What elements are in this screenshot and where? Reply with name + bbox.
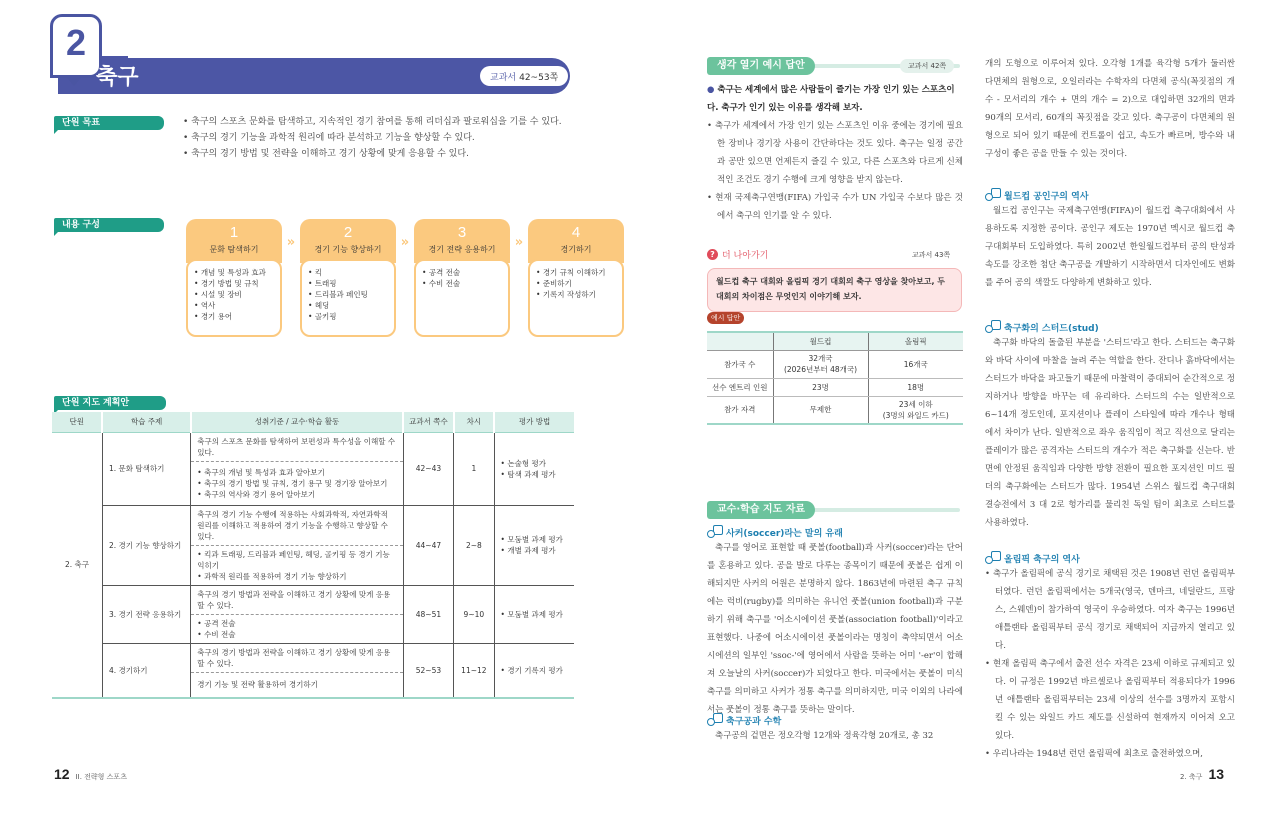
step-title: 경기 기능 향상하기 — [314, 245, 382, 254]
eval-text: 경기 기록지 평가 — [507, 665, 563, 675]
eval-item: • 개별 과제 평가 — [500, 546, 556, 555]
magnifier-doc-icon — [985, 551, 1001, 565]
step-header — [528, 219, 624, 263]
magnifier-doc-icon — [707, 713, 723, 727]
step-header — [414, 219, 510, 263]
more-ref: 교과서 43쪽 — [912, 251, 951, 259]
goal-text: 축구의 스포츠 문화를 탐색하고, 지속적인 경기 참여를 통해 리더십과 팔로워십을 기를 수 있다. — [191, 117, 562, 127]
think-answer: • 현재 국제축구연맹(FIFA) 가입국 수가 UN 가입국 수보다 많은 것에서 축구의 인기를 알 수 있다. — [707, 193, 963, 221]
eval-text: 모둠별 과제 평가 — [507, 535, 563, 544]
step-item-text: 시설 및 장비 — [200, 290, 242, 299]
page-ref-range: 42~53쪽 — [519, 72, 559, 83]
plan-activities — [191, 614, 403, 643]
step-title: 경기 전략 응용하기 — [428, 245, 496, 254]
plan-activities — [191, 672, 403, 698]
chevron-right-icon: » — [286, 235, 296, 250]
comparison-cell: 참가 자격 — [707, 396, 773, 424]
step-number: 1 — [229, 224, 239, 241]
worldcup-ball-text: 월드컵 공인구는 국제축구연맹(FIFA)이 월드컵 축구대회에서 사용하도록 지정한 공이다. 공인구 제도는 1970년 멕시코 월드컵 축구대회부터 도입하였다. 특히 2002년 한일월드컵부터 공의 탄성과 속도를 강조한 첨단 축구공을 개발하기 시작하면서 디자인에도 변화를 주어 공의 색깔도 다양하게 변화하고 있다. — [985, 206, 1235, 288]
plan-standard: 축구의 경기 방법과 전략을 이해하고 경기 상황에 맞게 응용할 수 있다. — [191, 643, 403, 672]
plan-eval — [494, 643, 574, 698]
step-number: 3 — [457, 224, 467, 241]
step-item: • 경기 규칙 이해하기 — [536, 268, 606, 277]
eval-item: • 경기 기록지 평가 — [500, 665, 563, 675]
activity-text: 킥과 트래핑, 드리블과 페인팅, 헤딩, 골키핑 등 경기 기능 익히기 — [197, 549, 390, 570]
step-items — [528, 259, 624, 337]
activity-text: 공격 전술 — [204, 618, 236, 628]
plan-activities — [191, 461, 403, 505]
soccer-origin-title: 사커(soccer)라는 말의 유래 — [726, 528, 843, 539]
structure-step — [186, 219, 282, 337]
activity-text: 경기 기능 및 전략 활용하여 경기하기 — [197, 680, 318, 690]
step-item: • 시설 및 장비 — [194, 290, 242, 299]
more-prompt-box: 월드컵 축구 대회와 올림픽 경기 대회의 축구 영상을 찾아보고, 두 대회의 차이점은 무엇인지 이야기해 보자. — [707, 268, 962, 312]
worldcup-ball-section — [985, 188, 1235, 292]
step-item: • 트래핑 — [308, 279, 337, 288]
footer-section: II. 전략형 스포츠 — [75, 773, 127, 781]
think-ref: 교과서 42쪽 — [900, 59, 954, 73]
question-icon: ? — [707, 249, 718, 260]
step-number: 4 — [571, 224, 581, 241]
goal-item: • 축구의 경기 방법 및 전략을 이해하고 경기 상황에 맞게 응용할 수 있다. — [183, 149, 469, 159]
goals-list — [183, 114, 578, 162]
activity-item: • 킥과 트래핑, 드리블과 페인팅, 헤딩, 골키핑 등 경기 기능 익히기 — [197, 549, 390, 570]
activity-item: • 과학적 원리를 적용하여 경기 기능 향상하기 — [197, 571, 347, 581]
comparison-cell: 16개국 — [868, 350, 963, 378]
step-item-text: 수비 전술 — [428, 279, 461, 288]
eval-text: 논술형 평가 — [507, 458, 546, 468]
olympic-item: • 우리나라는 1948년 런던 올림픽에 최초로 출전하였으며, — [985, 749, 1203, 759]
page-number: 13 — [1208, 766, 1225, 782]
eval-text: 개별 과제 평가 — [507, 546, 556, 555]
plan-pages: 42~43 — [403, 432, 453, 505]
magnifier-doc-icon — [985, 320, 1001, 334]
step-item-text: 경기 규칙 이해하기 — [542, 268, 606, 277]
step-item-text: 드리블과 페인팅 — [314, 290, 368, 299]
goals-label: 단원 목표 — [54, 116, 164, 130]
goal-item: • 축구의 경기 기능을 과학적 원리에 따라 분석하고 기능을 향상할 수 있다. — [183, 133, 475, 143]
goal-text: 축구의 경기 방법 및 전략을 이해하고 경기 상황에 맞게 응용할 수 있다. — [191, 149, 469, 159]
olympic-item: • 현재 올림픽 축구에서 출전 선수 자격은 23세 이하로 규제되고 있다. 이 규정은 1992년 바르셀로나 올림픽부터 적용되다가 1996년 애틀랜타 올림픽부터는 23세 이상의 선수를 3명까지 포함시킬 수 있는 와일드 카드 제도를 신설하여 현재까지 이어져 오고 있다. — [985, 659, 1235, 741]
step-item: • 헤딩 — [308, 301, 330, 310]
step-item-text: 기록지 작성하기 — [542, 290, 596, 299]
step-item-text: 준비하기 — [542, 279, 572, 288]
step-header — [300, 219, 396, 263]
plan-row — [52, 643, 574, 672]
eval-item: • 모둠별 과제 평가 — [500, 535, 563, 544]
plan-activities — [191, 545, 403, 585]
plan-topic: 3. 경기 전략 응용하기 — [102, 585, 190, 643]
chapter-number: 2 — [65, 22, 87, 63]
eval-item: • 논술형 평가 — [500, 458, 546, 468]
step-header — [186, 219, 282, 263]
think-question — [707, 81, 963, 117]
plan-header: 성취기준 / 교수·학습 활동 — [191, 412, 403, 432]
plan-header: 평가 방법 — [494, 412, 574, 432]
activity-item: • 축구의 개념 및 특성과 효과 알아보기 — [197, 467, 325, 477]
plan-sessions: 11~12 — [454, 643, 494, 698]
step-item: • 준비하기 — [536, 279, 572, 288]
plan-standard: 축구의 경기 기능 수행에 적용하는 사회과학적, 자연과학적 원리를 이해하고 적용하여 경기 기능을 수행하고 향상할 수 있다. — [191, 505, 403, 545]
comparison-cell: 선수 엔트리 인원 — [707, 378, 773, 396]
plan-pages: 48~51 — [403, 585, 453, 643]
activity-text: 과학적 원리를 적용하여 경기 기능 향상하기 — [204, 571, 347, 581]
chapter-number-box — [50, 14, 102, 78]
olympic-title: 올림픽 축구의 역사 — [1004, 554, 1080, 565]
step-item-text: 공격 전술 — [428, 268, 461, 277]
structure-label: 내용 구성 — [54, 218, 164, 232]
soccer-origin-text: 축구를 영어로 표현할 때 풋볼(football)과 사커(soccer)라는 단어를 혼용하고 있다. 공을 발로 다루는 종목이기 때문에 풋볼은 쉽게 이해되지만 사커의 어원은 분명하지 않다. 1863년에 마련된 축구 규칙에는 럭비(rugby)를 의미하는 유니언 풋볼(union football)과 구분하기 위해 축구를 '어소시에이션 풋볼(association football)'이라고 표현했다. 나중에 어소시에이션 풋볼이라는 명칭이 축약되면서 어소시에션의 일부인 'ssoc-'에 영어에서 사람을 뜻하는 어미 '-er'이 합해져 오늘날의 사커(soccer)가 되었다고 한다. 미국에서는 풋볼이 미식축구를 의미하고 사커가 정통 축구를 의미하지만, 미국 이외의 나라에서는 풋볼이 정통 축구를 뜻하는 말이다. — [707, 543, 963, 715]
ball-math-text-start: 축구공의 겉면은 정오각형 12개와 정육각형 20개로, 총 32 — [715, 731, 934, 741]
comparison-cell: 참가국 수 — [707, 350, 773, 378]
plan-standard: 축구의 경기 방법과 전략을 이해하고 경기 상황에 맞게 응용할 수 있다. — [191, 585, 403, 614]
plan-row — [52, 505, 574, 545]
activity-item: • 축구의 역사와 경기 용어 알아보기 — [197, 489, 316, 499]
comparison-header: 월드컵 — [773, 332, 868, 350]
answer-text: 축구가 세계에서 가장 인기 있는 스포츠인 이유 중에는 경기에 필요한 장비나 경기장 사용이 간단하다는 것도 있다. 축구는 일정 공간과 공만 있으면 언제든지 즐길 수 있고, 다른 스포츠와 다르게 신체적인 조건도 경기 수행에 크게 영향을 받지 않는다. — [714, 121, 963, 185]
step-item-text: 경기 방법 및 규칙 — [200, 279, 259, 288]
think-content — [707, 81, 963, 225]
plan-standard: 축구의 스포츠 문화를 탐색하여 보편성과 특수성을 이해할 수 있다. — [191, 432, 403, 461]
eval-text: 모둠별 과제 평가 — [507, 609, 563, 619]
plan-topic: 4. 경기하기 — [102, 643, 190, 698]
eval-item: • 탐색 과제 평가 — [500, 469, 556, 479]
comparison-cell: 32개국 (2026년부터 48개국) — [773, 350, 868, 378]
magnifier-doc-icon — [707, 525, 723, 539]
step-item: • 드리블과 페인팅 — [308, 290, 368, 299]
step-item: • 역사 — [194, 301, 216, 310]
plan-sessions: 2~8 — [454, 505, 494, 585]
plan-sessions: 9~10 — [454, 585, 494, 643]
step-items — [414, 259, 510, 337]
comparison-cell: 18명 — [868, 378, 963, 396]
olympic-section — [985, 551, 1235, 763]
step-number: 2 — [343, 224, 353, 241]
plan-unit: 2. 축구 — [52, 432, 102, 698]
eval-text: 탐색 과제 평가 — [507, 469, 556, 479]
plan-eval — [494, 505, 574, 585]
comparison-table — [707, 331, 963, 425]
activity-text: 축구의 개념 및 특성과 효과 알아보기 — [204, 467, 325, 477]
activity-item: • 축구의 경기 방법 및 규칙, 경기 용구 및 경기장 알아보기 — [197, 478, 388, 488]
more-heading — [707, 248, 768, 261]
right-footer — [1180, 766, 1224, 782]
step-item-text: 개념 및 특성과 효과 — [200, 268, 266, 277]
structure-step — [528, 219, 624, 337]
comparison-row — [707, 396, 963, 424]
chevron-right-icon: » — [400, 235, 410, 250]
plan-header: 차시 — [454, 412, 494, 432]
answer-text: 현재 국제축구연맹(FIFA) 가입국 수가 UN 가입국 수보다 많은 것에서 축구의 인기를 알 수 있다. — [715, 193, 963, 221]
step-item: • 킥 — [308, 268, 323, 277]
example-answer-badge: 예시 답안 — [707, 312, 744, 324]
chapter-page-ref — [480, 66, 568, 86]
comparison-cell: 무제한 — [773, 396, 868, 424]
comparison-row — [707, 350, 963, 378]
page-ref-label: 교과서 — [490, 72, 517, 83]
olympic-item-text: 우리나라는 1948년 런던 올림픽에 최초로 출전하였으며, — [992, 749, 1203, 759]
step-item: • 공격 전술 — [422, 268, 461, 277]
bullet-dot-icon: ● — [707, 85, 715, 95]
ball-math-continued — [985, 55, 1235, 163]
step-item: • 경기 방법 및 규칙 — [194, 279, 259, 288]
question-text: 축구는 세계에서 많은 사람들이 즐기는 가장 인기 있는 스포츠이다. 축구가 인기 있는 이유를 생각해 보자. — [707, 85, 955, 113]
plan-topic: 2. 경기 기능 향상하기 — [102, 505, 190, 585]
plan-row — [52, 585, 574, 614]
worldcup-ball-title: 월드컵 공인구의 역사 — [1004, 191, 1089, 202]
soccer-origin-heading — [707, 525, 963, 539]
goal-item: • 축구의 스포츠 문화를 탐색하고, 지속적인 경기 참여를 통해 리더십과 팔로워십을 기를 수 있다. — [183, 117, 562, 127]
eval-item: • 모둠별 과제 평가 — [500, 609, 563, 619]
plan-sessions: 1 — [454, 432, 494, 505]
step-item: • 개념 및 특성과 효과 — [194, 268, 266, 277]
ball-math-section — [707, 713, 963, 745]
step-item-text: 골키핑 — [314, 312, 337, 321]
magnifier-doc-icon — [985, 188, 1001, 202]
step-item-text: 킥 — [314, 268, 323, 277]
activity-text: 수비 전술 — [204, 629, 236, 639]
structure-steps — [186, 219, 624, 337]
step-item: • 수비 전술 — [422, 279, 461, 288]
left-footer — [54, 766, 127, 782]
stud-text: 축구화 바닥의 돌출된 부분을 '스터드'라고 한다. 스터드는 축구화와 바닥 사이에 마찰을 늘려 주는 역할을 한다. 잔디나 흙바닥에서는 스터드가 바닥을 파고들기 때문에 마찰력이 증대되어 순간적으로 정지하거나 방향을 바꾸는 데 유리하다. 스터드의 수는 일반적으로 6~14개 정도인데, 포지션이나 플레이 스타일에 따라 개수나 형태에서 차이가 난다. 일반적으로 좌우 움직임이 적고 직선으로 달리는 플레이가 많은 공격자는 스터드의 개수가 적은 축구화를 신는다. 반면에 안정된 움직임과 다양한 방향 전환이 필요한 포지션인 미드 필더의 축구화에는 스터드가 많다. 1954년 스위스 월드컵 축구대회 결승전에서 3 대 2로 헝가리를 물리친 독일 팀이 최초로 스터드를 사용하였다. — [985, 338, 1235, 528]
plan-eval — [494, 432, 574, 505]
soccer-origin-section — [707, 525, 963, 719]
more-label: 더 나아가기 — [722, 251, 769, 261]
step-item: • 기록지 작성하기 — [536, 290, 596, 299]
activity-text: 축구의 역사와 경기 용어 알아보기 — [204, 489, 316, 499]
stud-title: 축구화의 스터드(stud) — [1004, 323, 1099, 334]
teaching-label: 교수·학습 지도 자료 — [707, 501, 815, 519]
plan-header: 교과서 쪽수 — [403, 412, 453, 432]
stud-section — [985, 320, 1235, 532]
comparison-cell: 23명 — [773, 378, 868, 396]
plan-label: 단원 지도 계획안 — [54, 396, 166, 410]
comparison-header-row — [707, 332, 963, 350]
plan-row — [52, 432, 574, 461]
plan-eval — [494, 585, 574, 643]
plan-topic: 1. 문화 탐색하기 — [102, 432, 190, 505]
plan-pages: 52~53 — [403, 643, 453, 698]
activity-text: 축구의 경기 방법 및 규칙, 경기 용구 및 경기장 알아보기 — [204, 478, 388, 488]
step-title: 문화 탐색하기 — [209, 245, 259, 254]
olympic-item-text: 현재 올림픽 축구에서 출전 선수 자격은 23세 이하로 규제되고 있다. 이 규정은 1992년 바르셀로나 올림픽부터 적용되다가 1996년 애틀랜타 올림픽부터는 23세 이상의 선수를 3명까지 포함시킬 수 있는 와일드 카드 제도를 신설하여 현재까지 이어져 오고 있다. — [992, 659, 1235, 741]
stud-heading — [985, 320, 1235, 334]
step-item-text: 헤딩 — [314, 301, 330, 310]
plan-table — [52, 412, 574, 699]
plan-pages: 44~47 — [403, 505, 453, 585]
ball-math-text-cont: 개의 도형으로 이루어져 있다. 오각형 1개를 육각형 5개가 둘러싼 다면체의 원형으로, 오일러라는 수학자의 다면체 공식(꼭짓점의 개수 - 모서리의 개수 + 면의 개수 = 2)으로 대입하면 32개의 면과 90개의 모서리, 60개의 꼭짓점을 갖고 있다. 축구공이 다면체의 원형으로 되어 있기 때문에 컨트롤이 쉽고, 속도가 빠르며, 방수와 내구성이 좋은 공을 만들 수 있는 것이다. — [985, 59, 1235, 159]
comparison-cell: 23세 이하 (3명의 와일드 카드) — [868, 396, 963, 424]
structure-step — [300, 219, 396, 337]
olympic-item-text: 축구가 올림픽에 공식 경기로 채택된 것은 1908년 런던 올림픽부터였다. 런던 올림픽에서는 5개국(영국, 덴마크, 네덜란드, 프랑스, 스웨덴)이 참가하여 영국이 우승하였다. 여자 축구는 1996년 애틀랜타 올림픽부터 공식 경기로 채택되어 지금까지 열리고 있다. — [992, 569, 1235, 651]
olympic-heading — [985, 551, 1235, 565]
plan-header: 단원 — [52, 412, 102, 432]
chevron-right-icon: » — [514, 235, 524, 250]
think-answer: • 축구가 세계에서 가장 인기 있는 스포츠인 이유 중에는 경기에 필요한 장비나 경기장 사용이 간단하다는 것도 있다. 축구는 일정 공간과 공만 있으면 언제든지 즐길 수 있고, 다른 스포츠와 다르게 신체적인 조건도 경기 수행에 크게 영향을 받지 않는다. — [707, 121, 963, 185]
step-items — [186, 259, 282, 337]
step-title: 경기하기 — [560, 245, 592, 254]
chapter-title: 축구 — [96, 65, 139, 90]
step-item: • 경기 용어 — [194, 312, 233, 321]
page-number: 12 — [54, 766, 70, 782]
comparison-header — [707, 332, 773, 350]
step-items — [300, 259, 396, 337]
step-item: • 골키핑 — [308, 312, 337, 321]
ball-math-title: 축구공과 수학 — [726, 716, 782, 727]
activity-item: • 수비 전술 — [197, 629, 236, 639]
ball-math-heading — [707, 713, 963, 727]
footer-section: 2. 축구 — [1180, 773, 1203, 781]
structure-step — [414, 219, 510, 337]
think-label: 생각 열기 예시 답안 — [707, 57, 815, 75]
worldcup-ball-heading — [985, 188, 1235, 202]
activity-item: • 공격 전술 — [197, 618, 236, 628]
step-item-text: 트래핑 — [314, 279, 337, 288]
goal-text: 축구의 경기 기능을 과학적 원리에 따라 분석하고 기능을 향상할 수 있다. — [191, 133, 475, 143]
step-item-text: 경기 용어 — [200, 312, 233, 321]
comparison-row — [707, 378, 963, 396]
olympic-item: • 축구가 올림픽에 공식 경기로 채택된 것은 1908년 런던 올림픽부터였다. 런던 올림픽에서는 5개국(영국, 덴마크, 네덜란드, 프랑스, 스웨덴)이 참가하여 영국이 우승하였다. 여자 축구는 1996년 애틀랜타 올림픽부터 공식 경기로 채택되어 지금까지 열리고 있다. — [985, 569, 1235, 651]
plan-header: 학습 주제 — [102, 412, 190, 432]
plan-header-row — [52, 412, 574, 432]
step-item-text: 역사 — [200, 301, 216, 310]
comparison-header: 올림픽 — [868, 332, 963, 350]
